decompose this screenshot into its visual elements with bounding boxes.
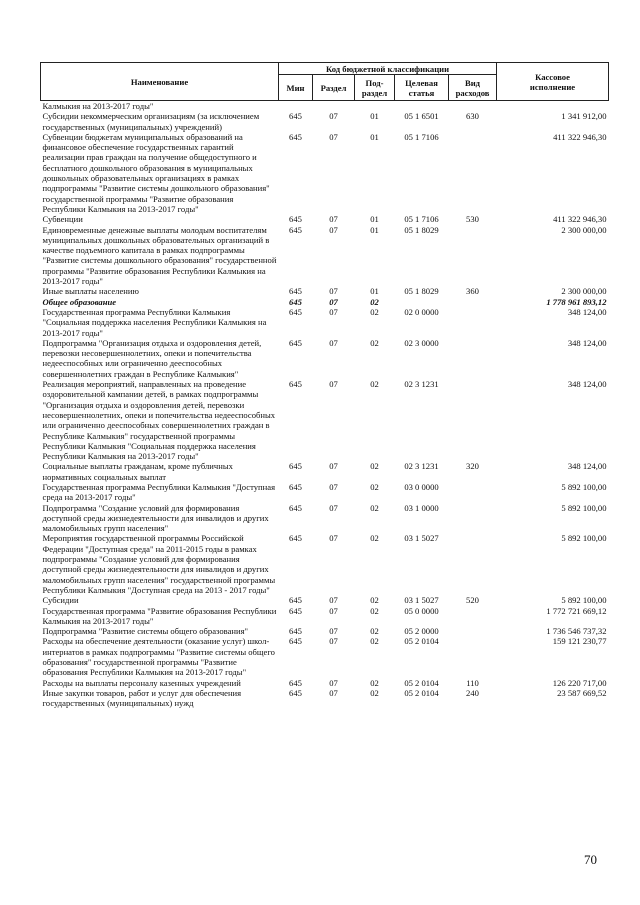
- cell-min: 645: [289, 224, 302, 235]
- cell-amount: 2 300 000,00: [561, 286, 607, 297]
- table-row: [41, 606, 609, 627]
- cell-vid: [449, 533, 497, 595]
- cell-name: Государственная программа Республики Калмыкия "Доступная среда на 2013-2017 годы": [42, 481, 276, 503]
- cell-podrazdel: 02: [370, 687, 379, 698]
- cell-razdel: 07: [329, 626, 338, 637]
- cell-razdel: 07: [329, 481, 338, 492]
- cell-razdel: 07: [329, 677, 338, 688]
- cell-name: Государственная программа "Развитие образования Республики Калмыкия на 2013-2017 годы": [42, 605, 277, 626]
- cell-min: 645: [289, 481, 302, 492]
- cell-name: Субвенции бюджетам муниципальных образований на финансовое обеспечение государственных гарантий реализации прав граждан на получение общедоступного и бесплатного дошкольного образования в муниципальных дошкольных образовательных организациях в рамках подпрограммы "Развитие системы дошкольного образования" государственной программы "Развитие образования Республики Калмыкия на 2013-2017 годы": [42, 131, 270, 214]
- cell-razdel: [313, 101, 355, 112]
- cell-amount: 2 300 000,00: [561, 224, 607, 235]
- cell-amount: 1 772 721 669,12: [546, 605, 607, 616]
- cell-razdel: 07: [329, 224, 338, 235]
- cell-vid: 520: [466, 595, 479, 606]
- cell-amount: [497, 101, 609, 112]
- cell-name: Социальные выплаты гражданам, кроме публичных нормативных социальных выплат: [42, 461, 233, 482]
- cell-statya: 02 0 0000: [404, 306, 439, 317]
- cell-name: Подпрограмма "Развитие системы общего образования": [42, 626, 249, 637]
- header-budget-code: Код бюджетной классификации: [279, 63, 497, 75]
- cell-statya: 05 1 8029: [404, 286, 439, 297]
- cell-podrazdel: 02: [370, 379, 379, 390]
- cell-min: 645: [289, 111, 302, 122]
- cell-vid: [449, 503, 497, 534]
- cell-min: 645: [289, 533, 302, 544]
- cell-amount: 411 322 946,30: [553, 131, 607, 142]
- cell-podrazdel: 01: [370, 111, 379, 122]
- cell-statya: 03 1 5027: [404, 595, 439, 606]
- cell-vid: 320: [466, 461, 479, 472]
- cell-statya: [395, 101, 449, 112]
- cell-name: Государственная программа Республики Калмыкия "Социальная поддержка населения Республики Калмыкия на 2013-2017 годы": [42, 306, 267, 338]
- cell-min: 645: [289, 131, 302, 142]
- cell-podrazdel: 02: [370, 306, 379, 317]
- cell-podrazdel: 01: [370, 131, 379, 142]
- cell-min: 645: [289, 502, 302, 513]
- cell-name: Общее образование: [42, 296, 117, 307]
- cell-min: 645: [289, 306, 302, 317]
- cell-statya: 05 2 0104: [404, 687, 439, 698]
- cell-statya: 05 2 0000: [404, 626, 439, 637]
- header-amount: Кассовое исполнение: [497, 63, 609, 101]
- cell-min: [279, 101, 313, 112]
- table-row: [41, 101, 609, 112]
- cell-statya: 05 1 6501: [404, 111, 439, 122]
- cell-podrazdel: [355, 101, 395, 112]
- cell-min: 645: [289, 687, 302, 698]
- cell-name: Мероприятия государственной программы Российской Федерации "Доступная среда" на 2011-2015 годы в рамках подпрограммы "Создание условий для формирования доступной среды жизнедеятельности для инвалидов и других маломобильных групп населения" государственной программы Республики Калмыкия "Доступная среда на 2013 - 2017 годы": [42, 533, 276, 595]
- cell-razdel: 07: [329, 595, 338, 606]
- cell-name: Субсидии: [42, 595, 79, 606]
- table-row: [41, 297, 609, 307]
- cell-name: Субвенции: [42, 214, 83, 225]
- cell-statya: 02 3 1231: [404, 379, 439, 390]
- cell-vid: [449, 101, 497, 112]
- cell-min: 645: [289, 214, 302, 225]
- cell-razdel: 07: [329, 296, 338, 307]
- cell-razdel: 07: [329, 306, 338, 317]
- header-podrazdel: Под- раздел: [355, 75, 395, 101]
- cell-min: 645: [289, 605, 302, 616]
- table-header: [41, 63, 609, 101]
- cell-vid: [449, 606, 497, 627]
- cell-amount: 126 220 717,00: [552, 677, 607, 688]
- cell-statya: 05 2 0104: [404, 677, 439, 688]
- cell-podrazdel: 01: [370, 214, 379, 225]
- table-row: [41, 688, 609, 709]
- cell-amount: 5 892 100,00: [561, 533, 607, 544]
- header-vid: Вид расходов: [449, 75, 497, 101]
- table-row: [41, 636, 609, 677]
- cell-name: Единовременные денежные выплаты молодым воспитателям муниципальных дошкольных образовательных организаций в качестве подъемного капитала в рамках подпрограммы "Развитие системы дошкольного образования" государственной программы "Развитие образования Республики Калмыкия на 2013-2017 годы": [42, 224, 277, 287]
- cell-amount: 23 587 669,52: [557, 687, 607, 698]
- cell-amount: 159 121 230,77: [552, 636, 607, 647]
- cell-name: Реализация мероприятий, направленных на проведение оздоровительной кампании детей, в рамках подпрограммы "Организация отдыха и оздоровления детей, перевозки несовершеннолетних, опеки и попечительства недееспособных или ограниченно дееспособных совершеннолетних граждан в Республике Калмыкия" государственной программы Республики Калмыкия "Социальная поддержка населения Республики Калмыкия на 2013-2017 годы": [42, 379, 276, 462]
- cell-vid: [449, 132, 497, 214]
- cell-podrazdel: 02: [370, 533, 379, 544]
- cell-razdel: 07: [329, 111, 338, 122]
- table-row: [41, 379, 609, 461]
- cell-vid: [449, 338, 497, 379]
- cell-statya: 03 1 5027: [404, 533, 439, 544]
- table-row: [41, 111, 609, 132]
- table-row: [41, 482, 609, 503]
- cell-amount: 1 736 546 737,32: [546, 626, 607, 637]
- cell-podrazdel: 02: [370, 502, 379, 513]
- header-statya: Целевая статья: [395, 75, 449, 101]
- cell-statya: 05 1 7106: [404, 214, 439, 225]
- table-row: [41, 678, 609, 688]
- cell-razdel: 07: [329, 502, 338, 513]
- header-name: Наименование: [41, 63, 279, 101]
- cell-razdel: 07: [329, 214, 338, 225]
- cell-razdel: 07: [329, 636, 338, 647]
- cell-statya: 03 1 0000: [404, 502, 439, 513]
- table-row: [41, 214, 609, 224]
- table-row: [41, 286, 609, 296]
- cell-min: 645: [289, 636, 302, 647]
- cell-amount: 411 322 946,30: [553, 214, 607, 225]
- cell-amount: 5 892 100,00: [561, 502, 607, 513]
- cell-statya: 02 3 0000: [404, 337, 439, 348]
- cell-min: 645: [289, 337, 302, 348]
- cell-podrazdel: 02: [370, 481, 379, 492]
- cell-min: 645: [289, 677, 302, 688]
- cell-name: Расходы на обеспечение деятельности (оказание услуг) школ-интернатов в рамках подпрограммы "Развитие системы общего образования" государственной программы "Развитие образования Республики Калмыкия на 2013-2017 годы": [42, 636, 275, 678]
- cell-amount: 1 778 961 893,12: [546, 296, 607, 307]
- cell-razdel: 07: [329, 687, 338, 698]
- cell-vid: 630: [466, 111, 479, 122]
- table-row: [41, 533, 609, 595]
- cell-amount: 1 341 912,00: [561, 111, 607, 122]
- cell-amount: 348 124,00: [567, 379, 607, 390]
- cell-name: Иные закупки товаров, работ и услуг для обеспечения государственных (муниципальных) нужд: [42, 687, 242, 709]
- cell-podrazdel: 02: [370, 626, 379, 637]
- cell-name: Калмыкия на 2013-2017 годы": [42, 101, 154, 111]
- table-body: [41, 101, 609, 709]
- cell-podrazdel: 02: [370, 595, 379, 606]
- cell-min: 645: [289, 461, 302, 472]
- table-row: [41, 503, 609, 534]
- cell-name: Подпрограмма "Организация отдыха и оздоровления детей, перевозки несовершеннолетних, опеки и попечительства недееспособных или ограниченно дееспособных совершеннолетних граждан в Республике Калмыкия": [42, 337, 262, 379]
- cell-vid: [449, 297, 497, 307]
- page-number: 70: [584, 852, 597, 867]
- table-row: [41, 338, 609, 379]
- cell-vid: [449, 636, 497, 677]
- cell-vid: [449, 307, 497, 338]
- cell-razdel: 07: [329, 337, 338, 348]
- header-razdel: Раздел: [313, 75, 355, 101]
- cell-statya: 05 1 8029: [404, 224, 439, 235]
- cell-razdel: 07: [329, 533, 338, 544]
- cell-min: 645: [289, 286, 302, 297]
- cell-vid: 240: [466, 687, 479, 698]
- cell-name: Иные выплаты населению: [42, 286, 139, 297]
- cell-razdel: 07: [329, 131, 338, 142]
- cell-amount: 5 892 100,00: [561, 481, 607, 492]
- cell-min: 645: [289, 595, 302, 606]
- cell-min: 645: [289, 379, 302, 390]
- cell-min: 645: [289, 296, 302, 307]
- cell-podrazdel: 02: [370, 605, 379, 616]
- cell-min: 645: [289, 626, 302, 637]
- cell-name: Субсидии некоммерческим организациям (за исключением государственных (муниципальных) учреждений): [42, 111, 260, 132]
- cell-podrazdel: 02: [370, 337, 379, 348]
- cell-razdel: 07: [329, 286, 338, 297]
- cell-podrazdel: 01: [370, 286, 379, 297]
- cell-name: Расходы на выплаты персоналу казенных учреждений: [42, 677, 241, 688]
- cell-podrazdel: 02: [370, 636, 379, 647]
- cell-vid: 110: [466, 677, 479, 688]
- cell-statya: 05 1 7106: [404, 131, 439, 142]
- table-row: [41, 307, 609, 338]
- cell-podrazdel: 01: [370, 224, 379, 235]
- cell-statya: [395, 297, 449, 307]
- cell-podrazdel: 02: [370, 461, 379, 472]
- cell-vid: 360: [466, 286, 479, 297]
- cell-statya: 05 2 0104: [404, 636, 439, 647]
- cell-vid: 530: [466, 214, 479, 225]
- cell-vid: [449, 225, 497, 287]
- table-row: [41, 132, 609, 214]
- cell-podrazdel: 02: [370, 296, 379, 307]
- cell-vid: [449, 626, 497, 636]
- cell-amount: 348 124,00: [567, 306, 607, 317]
- cell-razdel: 07: [329, 379, 338, 390]
- table-row: [41, 626, 609, 636]
- cell-vid: [449, 482, 497, 503]
- table-row: [41, 595, 609, 605]
- cell-amount: 5 892 100,00: [561, 595, 607, 606]
- cell-statya: 05 0 0000: [404, 605, 439, 616]
- cell-podrazdel: 02: [370, 677, 379, 688]
- table-row: [41, 225, 609, 287]
- cell-statya: 03 0 0000: [404, 481, 439, 492]
- cell-razdel: 07: [329, 461, 338, 472]
- cell-statya: 02 3 1231: [404, 461, 439, 472]
- cell-razdel: 07: [329, 605, 338, 616]
- cell-amount: 348 124,00: [567, 337, 607, 348]
- table-row: [41, 461, 609, 482]
- cell-name: Подпрограмма "Создание условий для формирования доступной среды жизнедеятельности для инвалидов и других маломобильных групп населения": [42, 502, 269, 534]
- budget-table: [40, 62, 609, 709]
- header-min: Мин: [279, 75, 313, 101]
- cell-amount: 348 124,00: [567, 461, 607, 472]
- cell-vid: [449, 379, 497, 461]
